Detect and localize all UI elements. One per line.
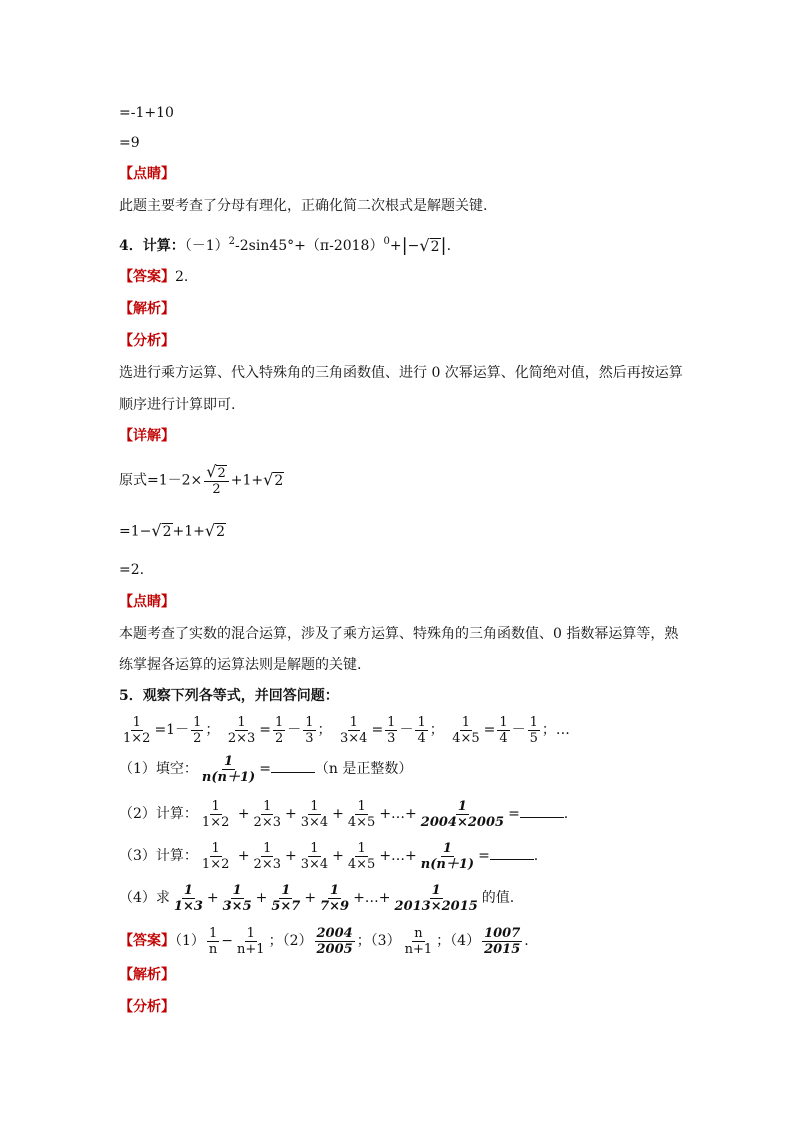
fill-blank-1[interactable] [271, 760, 315, 773]
tag-dianjing-1: 【点睛】 [119, 166, 175, 182]
question-4-label: 4．计算： [119, 238, 185, 254]
paragraph-dianjing-2b: 练掌握各运算的运算法则是解题的关键. [119, 657, 362, 673]
tag-xiangjie-4: 【详解】 [119, 428, 175, 444]
fraction-sqrt2-over-2: $\frac{√2}{2}$ [204, 464, 228, 497]
answer-4: 【答案】2. [119, 269, 189, 285]
tag-answer-4: 【答案】 [119, 269, 175, 285]
q5-part-2: （2）计算： $\frac{1}{1\times 2}$ + $\frac{1}{2\times 3}$ + $\frac{1}{3\times 4}$ + $\frac{1}{4\times 5}$ +…+ $\frac{1}{2004\times 2005}$ = . [119, 798, 569, 830]
q5-part-1: （1）填空： $\frac{1}{n(n+1)}$ = （n 是正整数） [119, 753, 413, 785]
tag-jiexi-5: 【解析】 [119, 967, 175, 983]
q5-part-4: （4）求 $\frac{1}{1\times 3}$ + $\frac{1}{3\times 5}$ + $\frac{1}{5\times 7}$ + $\frac{1}{7\times 9}$ +…+ $\frac{1}{2013\times 2015}$ 的值. [119, 882, 515, 914]
line-calc-1: =-1+10 [119, 105, 174, 121]
line-calc-2: =9 [119, 135, 140, 151]
q5-part-3: （3）计算： $\frac{1}{1\times 2}$ + $\frac{1}{2\times 3}$ + $\frac{1}{3\times 4}$ + $\frac{1}{4\times 5}$ +…+ $\frac{1}{n(n+1)}$ = . [119, 840, 539, 872]
tag-dianjing-2: 【点睛】 [119, 594, 175, 610]
detail-line-1: 原式=1－2× $\frac{√2}{2}$ +1+√2 [119, 462, 284, 497]
paragraph-fenxi-4a: 选进行乘方运算、代入特殊角的三角函数值、进行 0 次幂运算、化简绝对值，然后再按运算 [119, 365, 683, 381]
answer-5: 【答案】（1） $\frac{1}{n}$ − $\frac{1}{n+1}$ ；（2） $\frac{2004}{2005}$ ；（3） $\frac{n}{n+1}$ ；（4） $\frac{1007}{2015}$ . [119, 925, 529, 957]
fill-blank-3[interactable] [490, 847, 534, 860]
question-5: 5．观察下列各等式，并回答问题： [119, 688, 339, 704]
tag-fenxi-4: 【分析】 [119, 333, 175, 349]
pattern-equations: $\frac{1}{1\times 2}$ =1－ $\frac{1}{2}$ ； $\frac{1}{2\times 3}$ = $\frac{1}{2}$ － $\frac{1}{3}$ ； $\frac{1}{3\times 4}$ = $\frac{1}{3}$ － $\frac{1}{4}$ ； $\frac{1}{4\times 5}$ = $\frac{1}{4}$ － $\frac{1}{5}$ ；… [123, 714, 570, 746]
paragraph-dianjing-1: 此题主要考查了分母有理化，正确化简二次根式是解题关键. [119, 198, 488, 214]
question-4: 4．计算：$(-1)^2-2\sin 45^\circ+(\pi-2018)^0+|-√2|$. [119, 235, 452, 256]
detail-line-2: =1−√2+1+√2 [119, 521, 225, 540]
tag-fenxi-5: 【分析】 [119, 999, 175, 1015]
paragraph-fenxi-4b: 顺序进行计算即可. [119, 397, 236, 413]
fill-blank-2[interactable] [520, 805, 564, 818]
tag-jiexi-4: 【解析】 [119, 301, 175, 317]
sqrt-2: √2 [419, 235, 440, 255]
paragraph-dianjing-2a: 本题考查了实数的混合运算，涉及了乘方运算、特殊角的三角函数值、0 指数幂运算等，熟 [119, 626, 679, 642]
detail-line-3: =2. [119, 562, 145, 578]
